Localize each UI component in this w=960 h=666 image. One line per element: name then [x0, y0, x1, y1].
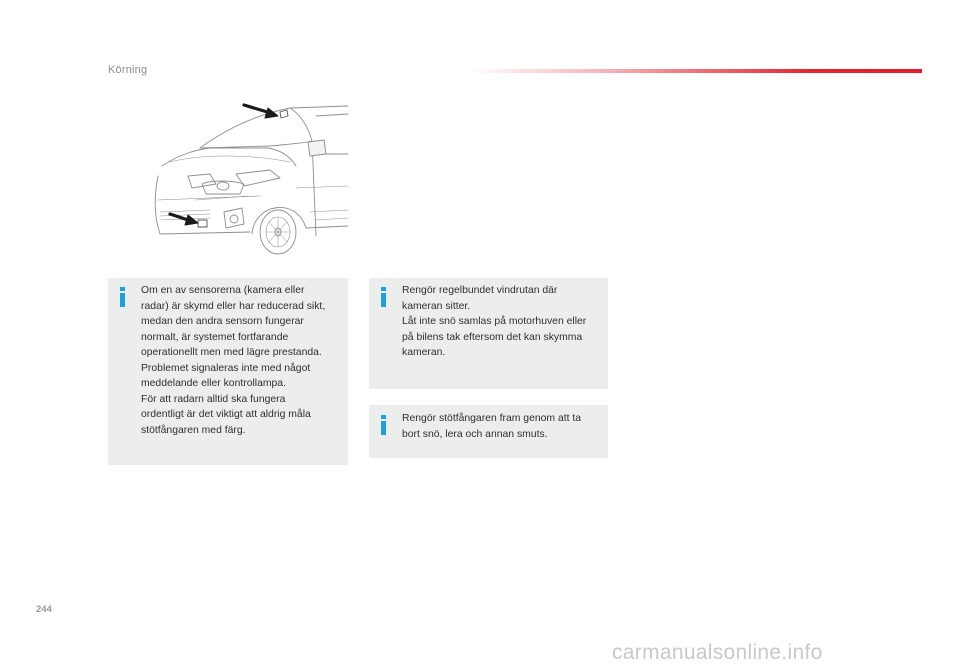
- info-note-clean-bumper: [369, 405, 608, 458]
- info-icon: [118, 287, 126, 307]
- info-note-text: Rengör regelbundet vindrutan där kameran sitter. Låt inte snö samlas på motorhuven eller på bilens tak eftersom det kan skymma kameran.: [402, 285, 587, 358]
- info-note-clean-windshield: [369, 278, 608, 389]
- info-note-text: Om en av sensorerna (kamera eller radar) är skymd eller har reducerad sikt, medan den andra sensorn fungerar normalt, är systemet fortfarande operationellt men med lägre prestanda. Problemet signaleras inte med något meddelande eller kontrollampa. För att radarn alltid ska fungera ordentligt är det viktigt att aldrig måla stötfångaren med färg.: [141, 285, 326, 436]
- info-icon: [379, 287, 387, 307]
- info-note-text: Rengör stötfångaren fram genom att ta bort snö, lera och annan smuts.: [402, 413, 582, 440]
- section-title: Körning: [108, 64, 148, 76]
- van-front-sensors-illustration: [140, 96, 350, 264]
- page-number: 244: [36, 604, 52, 615]
- header-accent-line: [470, 69, 922, 73]
- info-note-sensor-obstruction: [108, 278, 348, 465]
- info-icon: [379, 415, 387, 435]
- watermark: carmanualsonline.info: [612, 641, 823, 664]
